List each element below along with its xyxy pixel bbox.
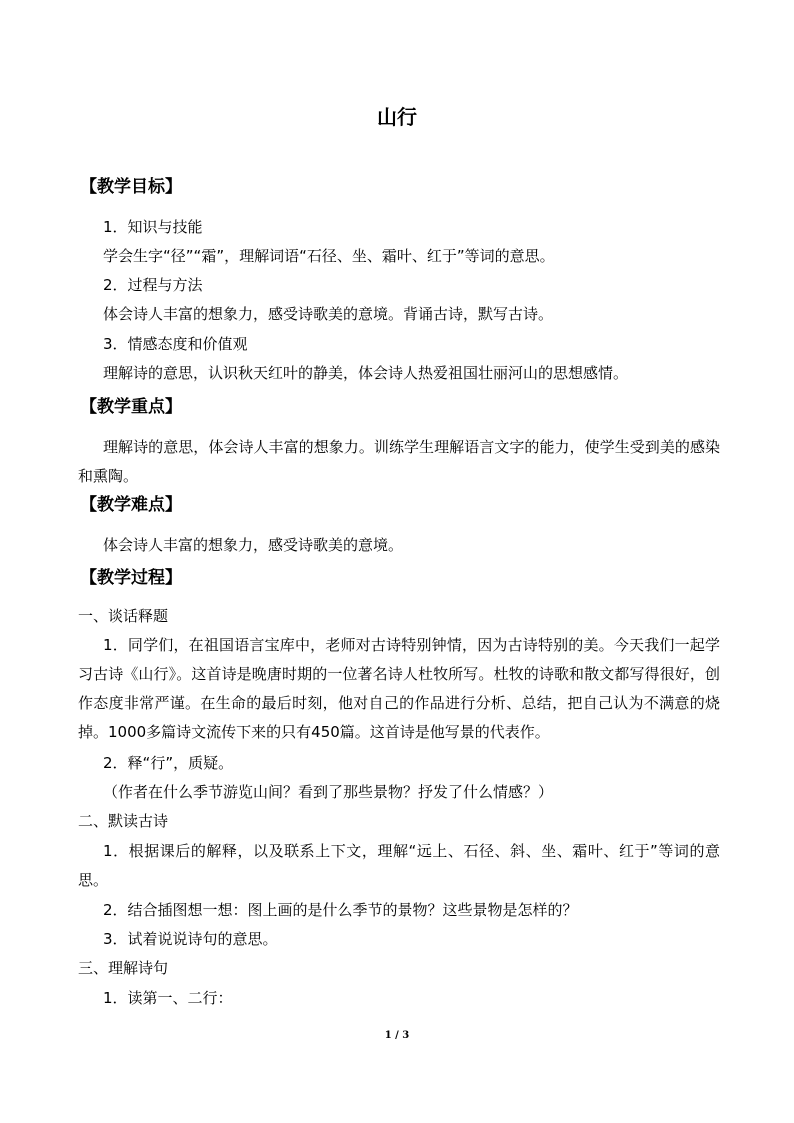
process-part3-paragraph: 1．读第一、二行： (103, 989, 233, 1007)
section-heading-process: 【教学过程】 (80, 568, 182, 588)
process-part2-paragraph: 2．结合插图想一想：图上画的是什么季节的景物？这些景物是怎样的？ (103, 901, 578, 919)
page-title: 山行 (377, 105, 417, 129)
process-part2-paragraph: 1．根据课后的解释，以及联系上下文，理解“远上、石径、斜、坐、霜叶、红于”等词的意思。 (78, 842, 720, 889)
objective-item: 1．知识与技能 (103, 218, 203, 236)
process-part1-paragraph: 2．释“行”，质疑。 (103, 754, 234, 772)
key-points-text: 理解诗的意思，体会诗人丰富的想象力。训练学生理解语言文字的能力，使学生受到美的感染和熏陶。 (78, 438, 720, 485)
section-heading-key-points: 【教学重点】 (80, 397, 182, 417)
process-part3-title: 三、理解诗句 (78, 959, 169, 977)
process-part2-title: 二、默读古诗 (78, 812, 169, 830)
objective-item: 理解诗的意思，认识秋天红叶的静美，体会诗人热爱祖国壮丽河山的思想感情。 (103, 364, 629, 382)
page-number: 1 / 3 (384, 1030, 410, 1041)
objective-item: 体会诗人丰富的想象力，感受诗歌美的意境。背诵古诗，默写古诗。 (103, 305, 554, 323)
objective-item: 2．过程与方法 (103, 276, 203, 294)
process-part1-paragraph: （作者在什么季节游览山间？看到了那些景物？抒发了什么情感？） (103, 783, 554, 801)
objective-item: 3．情感态度和价值观 (103, 335, 248, 353)
section-heading-difficulties: 【教学难点】 (80, 495, 182, 515)
process-part1-title: 一、谈话释题 (78, 607, 169, 625)
process-part2-paragraph: 3．试着说说诗句的意思。 (103, 930, 278, 948)
difficulties-text: 体会诗人丰富的想象力，感受诗歌美的意境。 (103, 536, 404, 554)
process-part1-paragraph: 1．同学们，在祖国语言宝库中，老师对古诗特别钟情，因为古诗特别的美。今天我们一起学习古诗《山行》。这首诗是晚唐时期的一位著名诗人杜牧所写。杜牧的诗歌和散文都写得很好，创作态度非常严谨。在生命的最后时刻，他对自己的作品进行分析、总结，把自己认为不满意的烧掉。1000多篇诗文流传下来的只有450篇。这首诗是他写景的代表作。 (78, 636, 720, 741)
section-heading-objectives: 【教学目标】 (80, 177, 182, 197)
objective-item: 学会生字“径”“霜”，理解词语“石径、坐、霜叶、红于”等词的意思。 (103, 247, 555, 265)
